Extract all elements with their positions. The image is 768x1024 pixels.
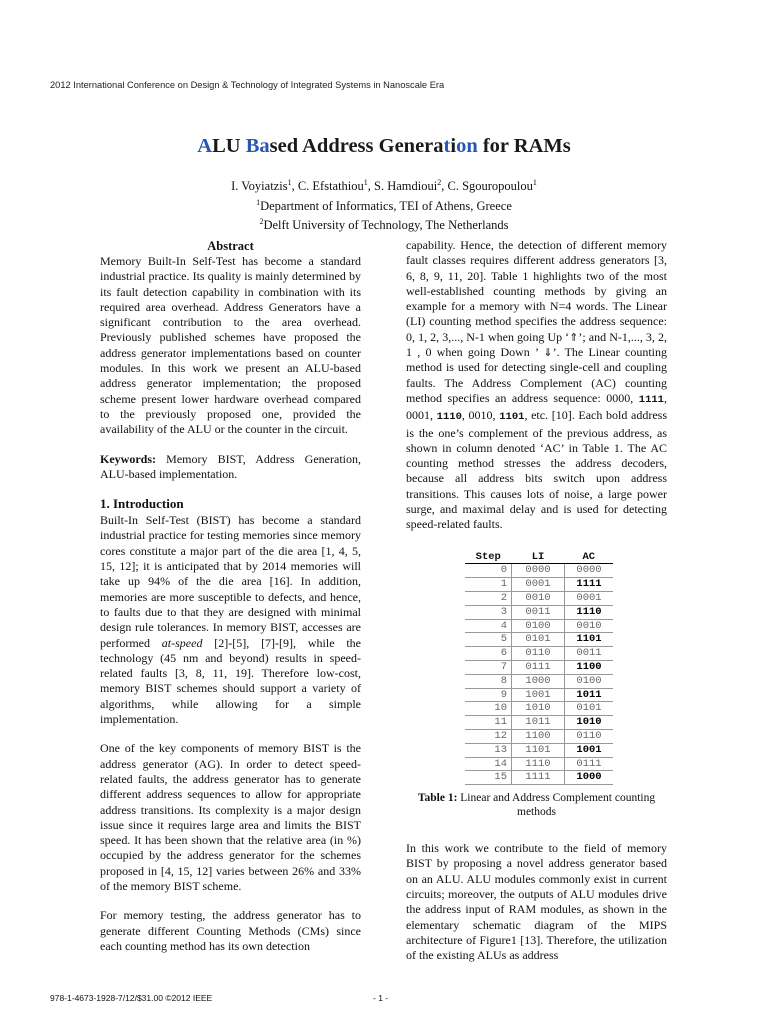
title-segment: on [456, 135, 478, 157]
table-cell-step: 0 [465, 564, 512, 578]
table-cell-li: 1010 [512, 702, 565, 716]
table-row [465, 674, 613, 688]
table-cell-li: 1101 [512, 743, 565, 757]
table-cell-step: 14 [465, 757, 512, 771]
author-separator: , [291, 179, 298, 194]
keywords-label: Keywords: [100, 451, 156, 466]
title-segment: t [443, 135, 451, 157]
author-name: I. Voyiatzis [231, 179, 288, 194]
intro-paragraph-3: For memory testing, the address generator has to generate different Counting Methods (CMs) since each counting method has its own detection [100, 908, 361, 953]
table-row [465, 619, 613, 633]
table-cell-li: 1111 [512, 771, 565, 785]
intro-paragraph-2: One of the key components of memory BIST is the address generator (AG). In order to detect speed-related faults, the address generator has to generate different address sequences to allow for appropriate address transitions. Its complexity is a major design issue since it requires large area and limits the BIST speed. It has been shown that the relative area (in %) occupied by the address generator for the schemes proposed in [4, 15, 12] varies between 26% and 33% of the memory BIST scheme. [100, 741, 361, 893]
title-segment: LU [212, 135, 246, 157]
table-cell-li: 1110 [512, 757, 565, 771]
table-1 [417, 550, 667, 820]
table-row [465, 633, 613, 647]
author-separator: , [441, 179, 448, 194]
table-row [465, 605, 613, 619]
table-row [465, 592, 613, 606]
table-cell-li: 0010 [512, 592, 565, 606]
table-cell-ac: 1111 [565, 578, 614, 592]
abstract-text: Memory Built-In Self-Test has become a standard industrial practice. Its quality is mainly determined by its fault detection capability in combination with its required area overhead. Address Generators have a significant contribution to the area overhead. Previously published schemes have proposed the address generator implementations based on counter modules. In this work we present an ALU-based address generator implementation; the proposed scheme present lower hardware overhead compared to the previously proposed one, provided the availability of the ALU or the counter in the circuit. [100, 254, 361, 437]
right-paragraph-2: In this work we contribute to the field of memory BIST by proposing a novel address generator based on an ALU. ALU modules commonly exist in current circuits; moreover, the outputs of ALU modules drive the address input of RAM modules, as shown in the elementary schematic diagram of the MIPS architecture of Figure1 [13]. Therefore, the utilization of the existing ALUs as address [406, 841, 667, 963]
table-cell-li: 1011 [512, 716, 565, 730]
table-cell-step: 4 [465, 619, 512, 633]
table-cell-li: 0000 [512, 564, 565, 578]
table-cell-step: 13 [465, 743, 512, 757]
title-segment: for RAMs [477, 135, 571, 157]
introduction-heading: 1. Introduction [100, 496, 184, 512]
author-list [0, 175, 768, 195]
table-cell-step: 8 [465, 674, 512, 688]
author-affiliation-mark: 1 [363, 178, 368, 187]
footer-page-number: - 1 - [373, 993, 389, 1003]
table-header-li: LI [512, 551, 565, 564]
table-cell-ac: 1000 [565, 771, 614, 785]
table-cell-li: 0110 [512, 647, 565, 661]
table-row [465, 564, 613, 578]
keywords [100, 452, 361, 483]
title-segment: Ba [245, 135, 270, 157]
intro-paragraph-1: Built-In Self-Test (BIST) has become a standard industrial practice for testing memories since memory cores constitute a major part of the die area [1, 4, 5, 15, 12]; it is anticipated that by 2014 memories will take up 94% of the die area [16]. In addition, memories are more susceptible to defects, and hence, to faults due to that they are designed with minimal design rule tolerances. In memory BIST, accesses are performed at-speed [2]-[5], [7]-[9], while the technology (45 nm and beyond) results in speed-related faults [3, 8, 11, 19]. Therefore low-cost, memory BIST schemes should support a variety of algorithms, while allowing for a simple implementation. [100, 513, 361, 727]
up-arrow-icon: ⇑ [569, 330, 579, 344]
table-cell-step: 6 [465, 647, 512, 661]
author-affiliation-mark: 2 [437, 178, 442, 187]
table-cell-step: 10 [465, 702, 512, 716]
table-cell-step: 11 [465, 716, 512, 730]
table-cell-step: 1 [465, 578, 512, 592]
counting-methods-table [465, 551, 613, 786]
author-separator: , [367, 179, 375, 194]
table-header-step: Step [465, 551, 512, 564]
table-cell-li: 0011 [512, 605, 565, 619]
table-cell-ac: 1100 [565, 661, 614, 675]
author-name: C. Sgouropoulou [447, 179, 533, 194]
affiliation-2: $^2$Delft University of Technology, The Netherlands [259, 217, 509, 233]
table-cell-li: 0001 [512, 578, 565, 592]
table-cell-step: 5 [465, 633, 512, 647]
table-header-row [465, 551, 613, 564]
table-cell-ac: 0001 [565, 592, 614, 606]
table-row [465, 702, 613, 716]
author-name: C. Efstathiou [297, 179, 364, 194]
table-cell-step: 9 [465, 688, 512, 702]
author-block [0, 175, 768, 234]
table-cell-ac: 1011 [565, 688, 614, 702]
table-row [465, 661, 613, 675]
table-cell-step: 15 [465, 771, 512, 785]
table-1-caption: Table 1: Linear and Address Complement counting methods [417, 792, 656, 819]
table-cell-ac: 1101 [565, 633, 614, 647]
table-cell-ac: 1110 [565, 605, 614, 619]
table-header-ac: AC [565, 551, 614, 564]
affiliation-1: $^1$Department of Informatics, TEI of Athens, Greece [256, 197, 512, 213]
table-cell-step: 7 [465, 661, 512, 675]
table-row [465, 578, 613, 592]
table-row [465, 743, 613, 757]
table-cell-li: 1000 [512, 674, 565, 688]
table-row [465, 771, 613, 785]
table-cell-ac: 0110 [565, 730, 614, 744]
right-column [406, 238, 667, 964]
table-row [465, 757, 613, 771]
table-cell-step: 3 [465, 605, 512, 619]
table-cell-ac: 1010 [565, 716, 614, 730]
title-segment: sed Address Genera [269, 135, 444, 157]
down-arrow-icon: ⇓ [543, 346, 553, 360]
paper-title [0, 135, 768, 158]
author-affiliation-mark: 1 [532, 178, 537, 187]
table-cell-ac: 0011 [565, 647, 614, 661]
title-segment: i [450, 135, 457, 157]
table-cell-li: 0101 [512, 633, 565, 647]
table-cell-li: 0111 [512, 661, 565, 675]
table-cell-ac: 0010 [565, 619, 614, 633]
conference-header: 2012 International Conference on Design & Technology of Integrated Systems in Nanoscale Era [50, 80, 445, 90]
left-column [100, 238, 361, 954]
table-cell-li: 0100 [512, 619, 565, 633]
table-row [465, 730, 613, 744]
table-cell-step: 12 [465, 730, 512, 744]
author-affiliation-mark: 1 [287, 178, 292, 187]
table-cell-li: 1100 [512, 730, 565, 744]
table-row [465, 716, 613, 730]
table-cell-ac: 0101 [565, 702, 614, 716]
right-paragraph-1: capability. Hence, the detection of different memory fault classes requires different address generators [3, 6, 8, 9, 11, 20]. Table 1 highlights two of the most well-established counting methods by giving an example for a memory with N=4 words. The Linear (LI) counting method specifies the address sequence: 0, 1, 2, 3,..., N-1 when going Up ‘⇑’; and N-1,..., 3, 2, 1 , 0 when going Down ’ ⇓’. The Linear counting method is used for detecting single-cell and coupling faults. The Address Complement (AC) counting method specifies an address sequence: 0000, 1111, 0001, 1110, 0010, 1101, etc. [10]. Each bold address is the one’s complement of the previous address, as shown in column denoted ‘AC’ in Table 1. The AC counting method stresses the address decoders, because all address bits switch upon address transitions. This causes lots of noise, a large power surge, and maximal delay and is used for detecting speed-related faults. [406, 238, 668, 532]
abstract-heading: Abstract [207, 239, 254, 253]
title-segment: A [197, 135, 213, 157]
table-cell-ac: 0000 [565, 564, 614, 578]
table-row [465, 688, 613, 702]
table-cell-step: 2 [465, 592, 512, 606]
table-row [465, 647, 613, 661]
table-cell-li: 1001 [512, 688, 565, 702]
keywords-text: Memory BIST, Address Generation, ALU-based implementation. [100, 451, 361, 481]
table-cell-ac: 1001 [565, 743, 614, 757]
footer-isbn: 978-1-4673-1928-7/12/$31.00 ©2012 IEEE [50, 993, 213, 1003]
table-cell-ac: 0100 [565, 674, 614, 688]
author-name: S. Hamdioui [374, 179, 438, 194]
table-cell-ac: 0111 [565, 757, 614, 771]
